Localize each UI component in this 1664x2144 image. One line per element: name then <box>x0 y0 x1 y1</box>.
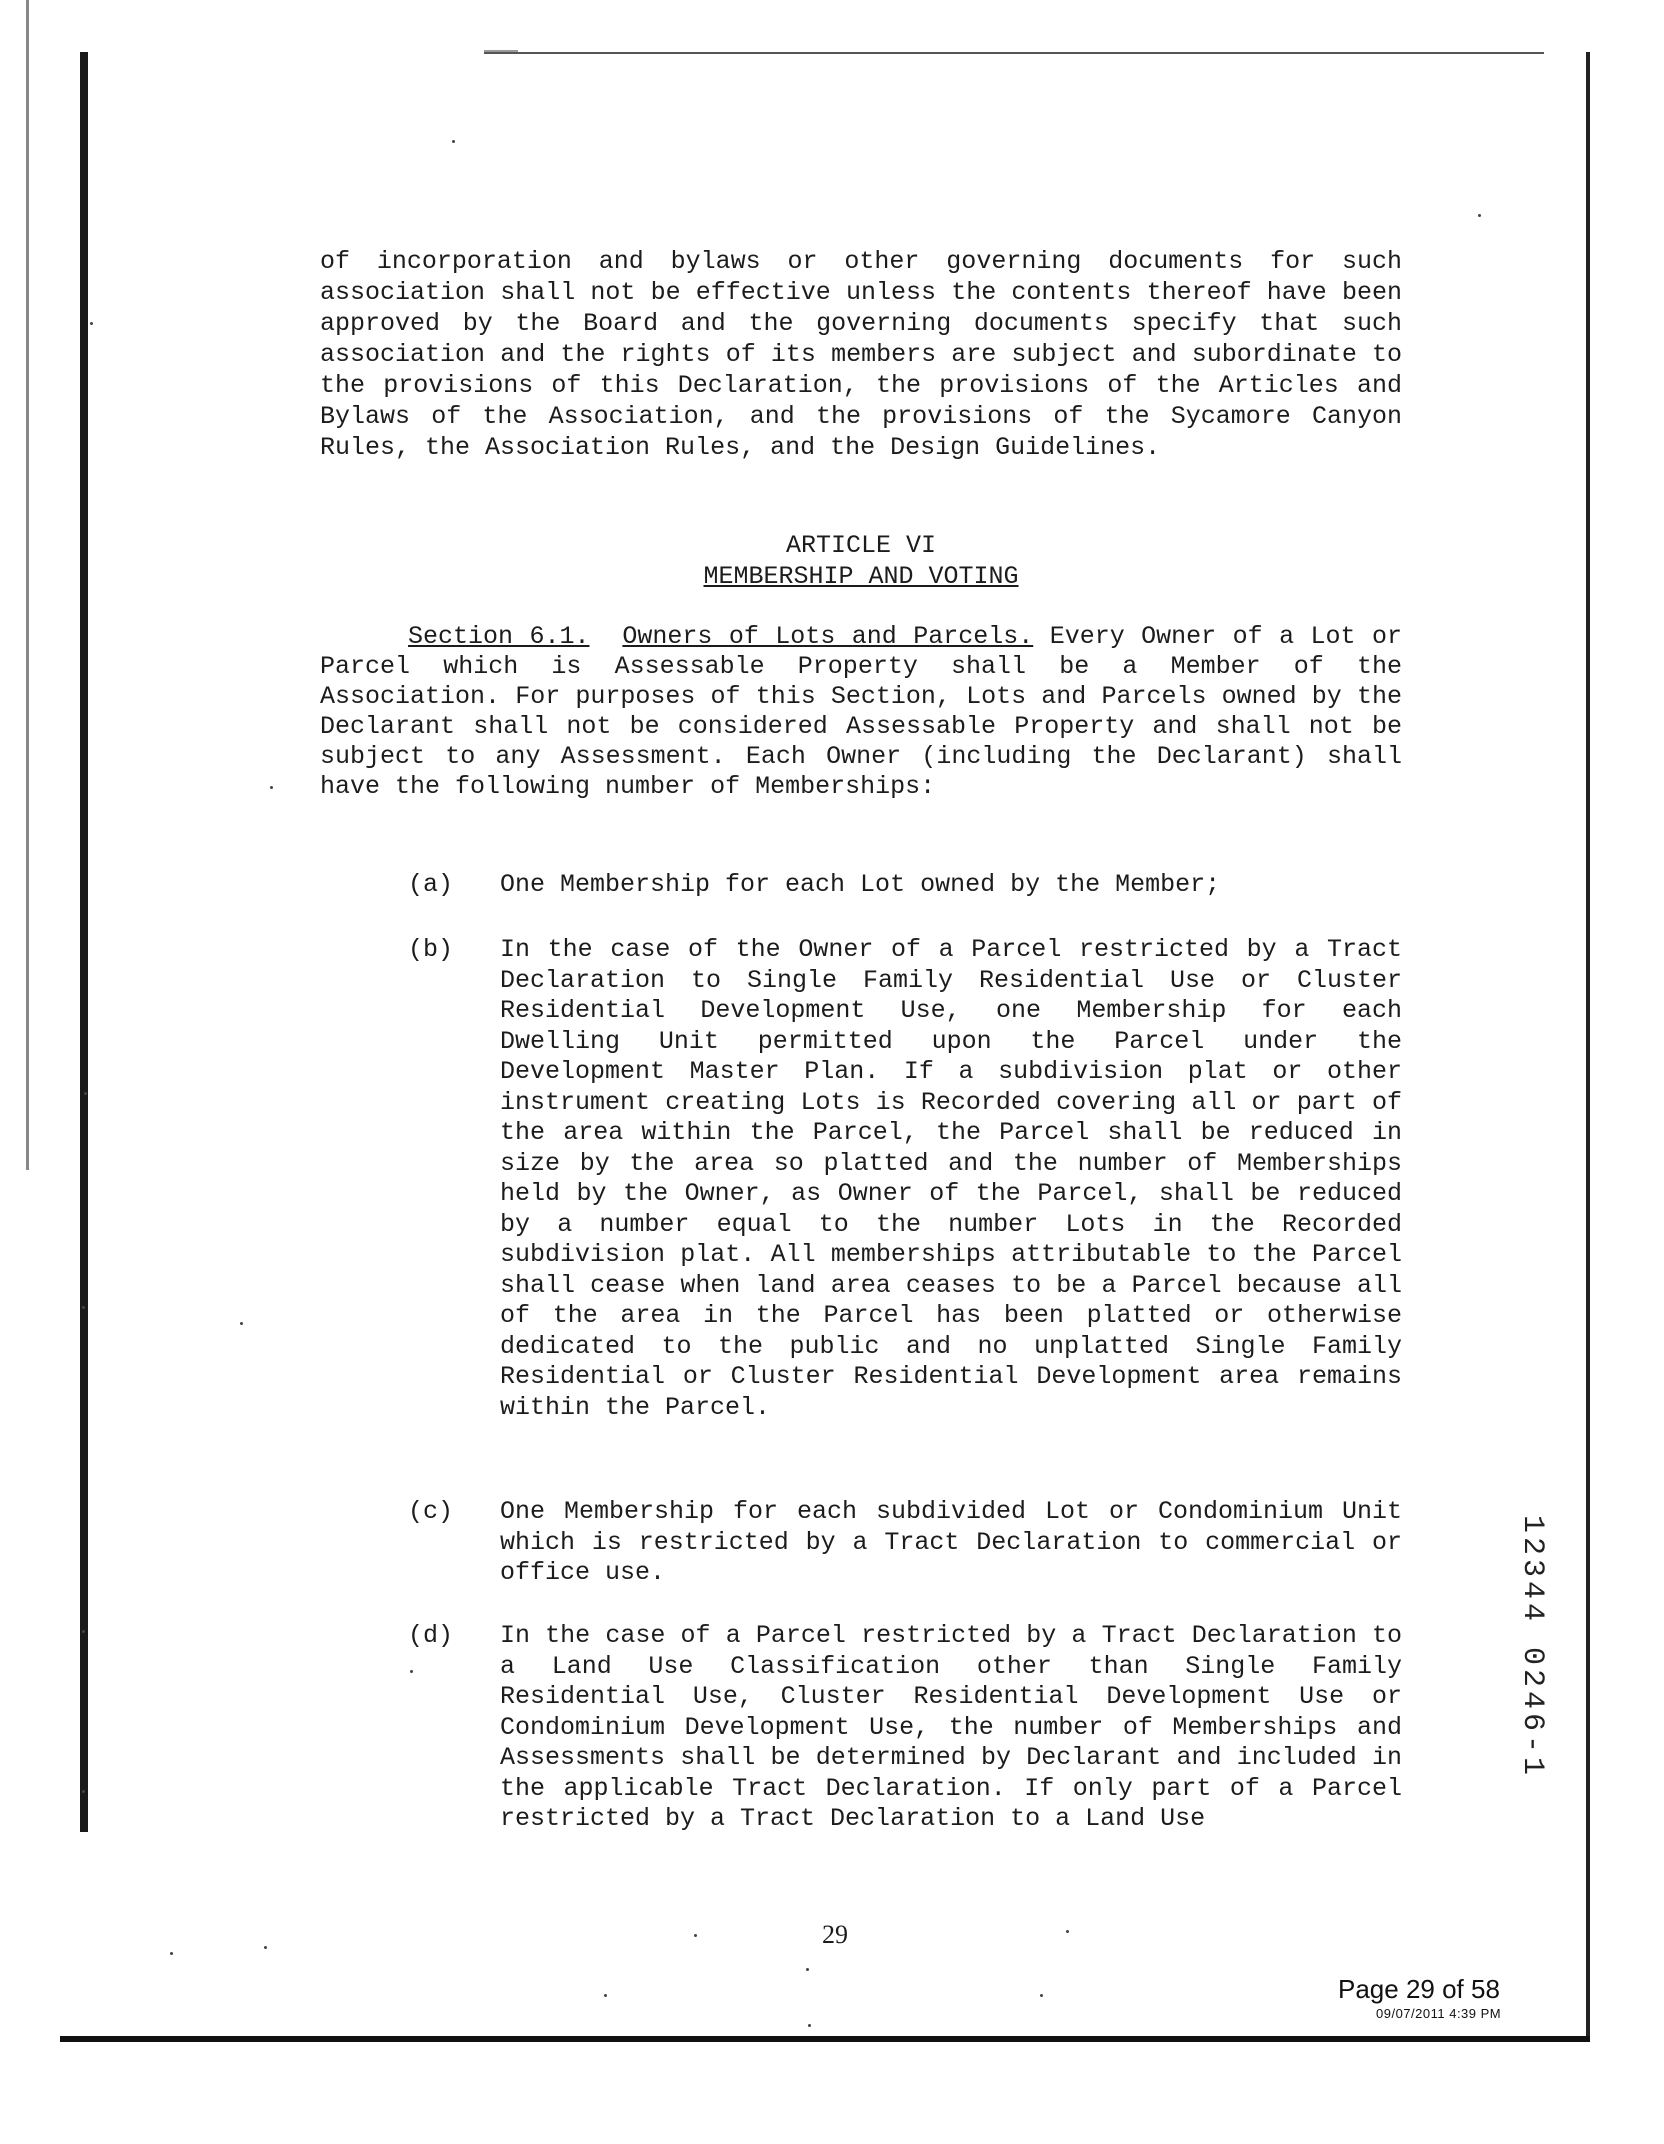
scan-speck <box>1040 1994 1043 1997</box>
item-label: (c) <box>408 1497 454 1526</box>
left-border-line <box>80 52 88 1832</box>
scan-speck <box>604 1994 607 1997</box>
list-item <box>408 1621 1402 1835</box>
recording-stamp <box>1512 1500 1552 1800</box>
scan-speck <box>1478 214 1481 217</box>
item-label: (d) <box>408 1621 454 1650</box>
scan-speck <box>270 786 273 789</box>
scan-speck <box>694 1934 697 1937</box>
scan-speck <box>170 1952 173 1955</box>
footer-timestamp: 09/07/2011 4:39 PM <box>1376 2006 1502 2021</box>
list-item <box>408 935 1402 1423</box>
section-text: Every Owner of a Lot or Parcel which is Assessable Property shall be a Member of the Association. For purposes of this Section, Lots and Parcels owned by the Declarant shall not be considered Assessable Property and shall not be subject to any Assessment. Each Owner (including the Declarant) shall have the following number of Memberships: <box>320 622 1402 801</box>
scan-speck <box>84 1092 87 1095</box>
scan-speck <box>806 1968 809 1971</box>
item-text: In the case of a Parcel restricted by a Tract Declaration to a Land Use Classification other than Single Family Residential Use, Cluster Residential Development Use or Condominium Development Use, the number of Memberships and Assessments shall be determined by Declarant and included in the applicable Tract Declaration. If only part of a Parcel restricted by a Tract Declaration to a Land Use <box>500 1621 1402 1833</box>
section-6-1 <box>320 622 1402 802</box>
page-number: 29 <box>822 1920 848 1949</box>
right-border-line <box>1586 52 1590 2042</box>
scan-speck <box>90 322 93 325</box>
item-label: (a) <box>408 870 454 899</box>
item-text: One Membership for each subdivided Lot or Condominium Unit which is restricted by a Tract Declaration to commercial or office use. <box>500 1497 1402 1587</box>
item-label: (b) <box>408 935 454 964</box>
list-item <box>408 870 1402 901</box>
item-text: In the case of the Owner of a Parcel restricted by a Tract Declaration to Single Family Residential Use or Cluster Residential Development Use, one Membership for each Dwelling Unit permitted upon the Parcel under the Development Master Plan. If a subdivision plat or other instrument creating Lots is Recorded covering all or part of the area within the Parcel, the Parcel shall be reduced in size by the area so platted and the number of Memberships held by the Owner, as Owner of the Parcel, shall be reduced by a number equal to the number Lots in the Recorded subdivision plat. All memberships attributable to the Parcel shall cease when land area ceases to be a Parcel because all of the area in the Parcel has been platted or otherwise dedicated to the public and no unplatted Single Family Residential or Cluster Residential Development area remains within the Parcel. <box>500 935 1402 1422</box>
section-title: Owners of Lots and Parcels. <box>622 622 1034 651</box>
article-heading <box>320 530 1402 592</box>
section-label: Section 6.1. <box>408 622 590 651</box>
item-text: One Membership for each Lot owned by the Member; <box>500 870 1221 899</box>
footer-page-count: Page 29 of 58 <box>1338 1974 1500 2004</box>
bottom-border-line <box>60 2036 1590 2042</box>
scan-speck <box>82 1630 85 1633</box>
recording-stamp-text: 12344 0246-1 <box>1515 1514 1549 1780</box>
article-title: MEMBERSHIP AND VOTING <box>703 562 1019 591</box>
scan-speck <box>452 140 455 143</box>
scan-speck <box>82 1306 85 1309</box>
scan-speck <box>240 1322 243 1325</box>
intro-paragraph: of incorporation and bylaws or other governing documents for such association shall not be effective unless the contents thereof have been approved by the Board and the governing documents specify that such association and the rights of its members are subject and subordinate to the provisions of this Declaration, the provisions of the Articles and Bylaws of the Association, and the provisions of the Sycamore Canyon Rules, the Association Rules, and the Design Guidelines. <box>320 247 1402 462</box>
scan-speck <box>1066 1930 1069 1933</box>
article-number: ARTICLE VI <box>785 531 937 560</box>
scan-edge-line <box>26 0 29 1170</box>
scan-speck <box>264 1946 267 1949</box>
list-item <box>408 1497 1402 1589</box>
scan-speck <box>808 2024 811 2027</box>
scan-speck <box>82 1790 85 1793</box>
top-border-line <box>484 52 1544 54</box>
